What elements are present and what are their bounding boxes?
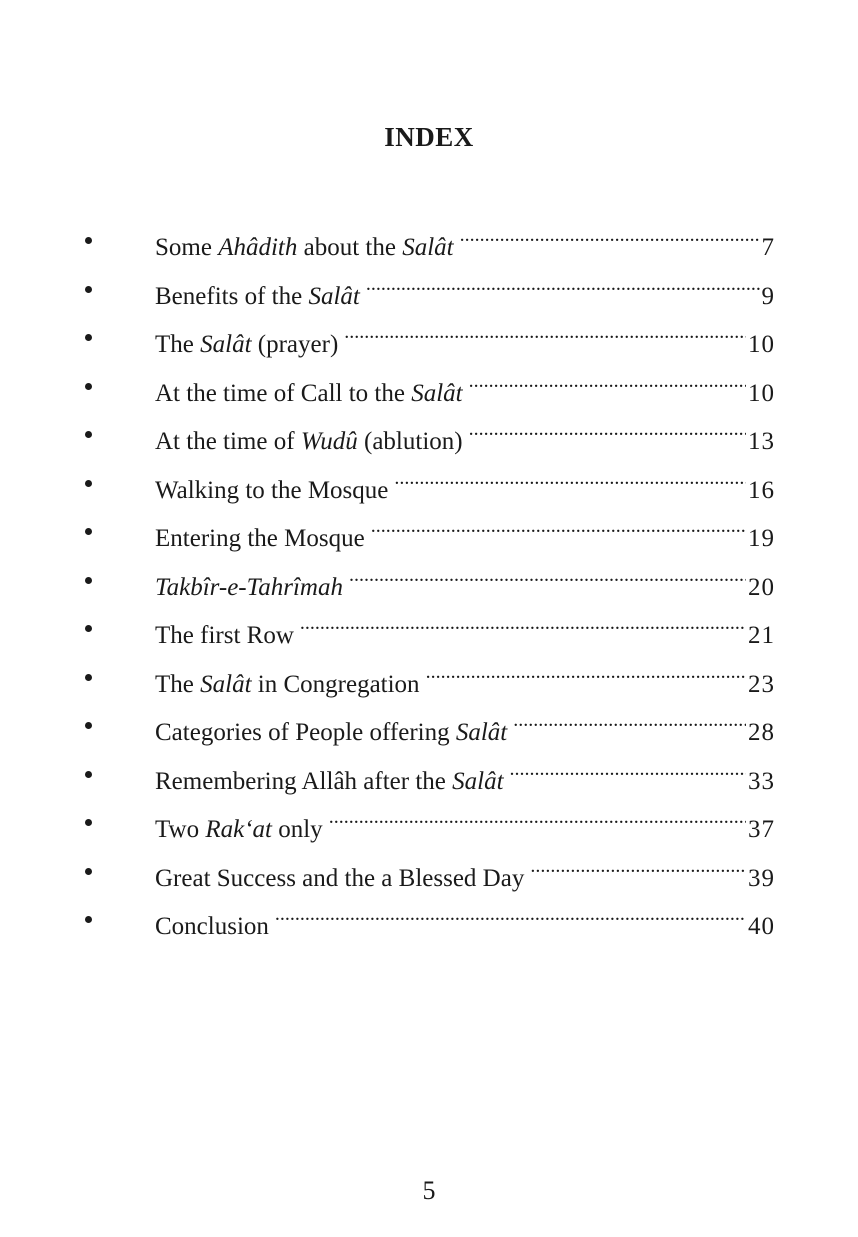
entry-row (155, 894, 775, 940)
index-entry (0, 894, 858, 943)
bullet-icon (85, 916, 92, 923)
entry-page-number: 13 (748, 428, 775, 455)
entry-title-text: Remembering Allâh after the (155, 767, 453, 795)
entry-title-italic: Wudû (300, 428, 358, 455)
entry-title (155, 374, 463, 414)
index-entry (0, 603, 858, 652)
entry-title-text: (prayer) (251, 331, 339, 358)
entry-row (155, 312, 775, 358)
entry-title-text: Categories of People offering (155, 719, 456, 746)
entry-title-text: The (155, 331, 201, 358)
bullet-icon (85, 771, 92, 778)
entry-title-text: about the (297, 234, 403, 261)
entry-title (155, 859, 524, 899)
entry-row (155, 603, 775, 649)
entry-title-text: Walking to the Mosque (155, 476, 389, 504)
entry-title-text: Entering the Mosque (155, 525, 365, 552)
index-list (0, 215, 858, 943)
index-entry (0, 458, 858, 507)
entry-page-number: 10 (748, 331, 775, 358)
entry-row (155, 846, 775, 892)
entry-row (155, 264, 775, 310)
entry-title (155, 471, 388, 511)
index-entry (0, 361, 858, 410)
bullet-icon (85, 674, 92, 681)
entry-title-text: only (271, 816, 323, 843)
entry-row (155, 700, 775, 746)
entry-title-text: (ablution) (357, 428, 463, 455)
bullet-icon (85, 431, 92, 438)
index-entry (0, 409, 858, 458)
entry-row (155, 409, 775, 455)
entry-title-text: The (155, 670, 201, 698)
bullet-icon (85, 577, 92, 584)
entry-title (155, 568, 343, 608)
entry-title (155, 762, 504, 802)
dot-leader (469, 361, 746, 401)
index-entry (0, 506, 858, 555)
entry-row (155, 506, 775, 552)
index-entry (0, 797, 858, 846)
entry-row (155, 652, 775, 698)
dot-leader (300, 603, 746, 643)
index-entry (0, 652, 858, 701)
entry-page-number: 10 (748, 379, 775, 407)
entry-title (155, 422, 463, 462)
dot-leader (510, 749, 746, 789)
entry-title-text: Some (155, 234, 219, 261)
entry-row (155, 797, 775, 843)
entry-row (155, 215, 775, 261)
entry-title-text: Benefits of the (155, 282, 309, 310)
entry-row (155, 555, 775, 601)
entry-title-italic: Takbîr-e-Tahrîmah (155, 573, 343, 601)
bullet-icon (85, 480, 92, 487)
dot-leader (460, 215, 760, 255)
entry-row (155, 361, 775, 407)
entry-title-italic: Ahâdith (218, 234, 298, 261)
entry-page-number: 39 (748, 864, 775, 892)
bullet-icon (85, 237, 92, 244)
entry-title (155, 713, 507, 753)
index-entry (0, 700, 858, 749)
entry-title-text: At the time of Call to the (155, 379, 412, 407)
entry-title-text: in Congregation (251, 670, 420, 698)
entry-title (155, 665, 420, 705)
entry-row (155, 749, 775, 795)
entry-title-italic: Salât (200, 670, 252, 698)
entry-title-italic: Salât (402, 234, 454, 261)
entry-title (155, 810, 323, 850)
dot-leader (426, 652, 746, 692)
bullet-icon (85, 286, 92, 293)
entry-title (155, 277, 360, 317)
entry-page-number: 21 (748, 622, 775, 649)
dot-leader (394, 458, 746, 498)
bullet-icon (85, 868, 92, 875)
entry-row (155, 458, 775, 504)
dot-leader (513, 700, 746, 740)
dot-leader (349, 555, 746, 595)
page-number: 5 (422, 1176, 436, 1205)
entry-title-text: Two (155, 816, 206, 843)
entry-title-italic: Salât (452, 767, 504, 795)
bullet-icon (85, 722, 92, 729)
dot-leader (530, 846, 746, 886)
dot-leader (344, 312, 746, 352)
entry-page-number: 37 (748, 816, 775, 843)
index-entry (0, 215, 858, 264)
bullet-icon (85, 625, 92, 632)
entry-title-text: Conclusion (155, 913, 269, 940)
bullet-icon (85, 528, 92, 535)
dot-leader (329, 797, 746, 837)
entry-page-number: 20 (748, 573, 775, 601)
entry-title (155, 616, 294, 656)
entry-title-text: At the time of (155, 428, 301, 455)
index-entry (0, 749, 858, 798)
bullet-icon (85, 383, 92, 390)
entry-page-number: 33 (748, 767, 775, 795)
entry-title-italic: Salât (308, 282, 360, 310)
entry-title-italic: Salât (200, 331, 252, 358)
dot-leader (469, 409, 746, 449)
entry-title (155, 228, 454, 268)
bullet-icon (85, 334, 92, 341)
entry-title (155, 325, 338, 365)
index-entry (0, 846, 858, 895)
entry-page-number: 16 (748, 476, 775, 504)
entry-title (155, 519, 365, 559)
entry-title-text: Great Success and the a Blessed Day (155, 864, 525, 892)
index-entry (0, 555, 858, 604)
entry-title-italic: Salât (411, 379, 463, 407)
index-entry (0, 264, 858, 313)
entry-page-number: 28 (748, 719, 775, 746)
entry-page-number: 9 (761, 282, 775, 310)
entry-title-italic: Rak‘at (205, 816, 272, 843)
dot-leader (275, 894, 746, 934)
page-title: INDEX (384, 122, 474, 152)
bullet-icon (85, 819, 92, 826)
entry-page-number: 19 (748, 525, 775, 552)
entry-page-number: 40 (748, 913, 775, 940)
entry-title (155, 907, 269, 947)
dot-leader (371, 506, 746, 546)
entry-title-italic: Salât (455, 719, 508, 746)
entry-title-text: The first Row (155, 622, 294, 649)
index-entry (0, 312, 858, 361)
entry-page-number: 23 (748, 670, 775, 698)
dot-leader (366, 264, 760, 304)
entry-page-number: 7 (761, 234, 775, 261)
